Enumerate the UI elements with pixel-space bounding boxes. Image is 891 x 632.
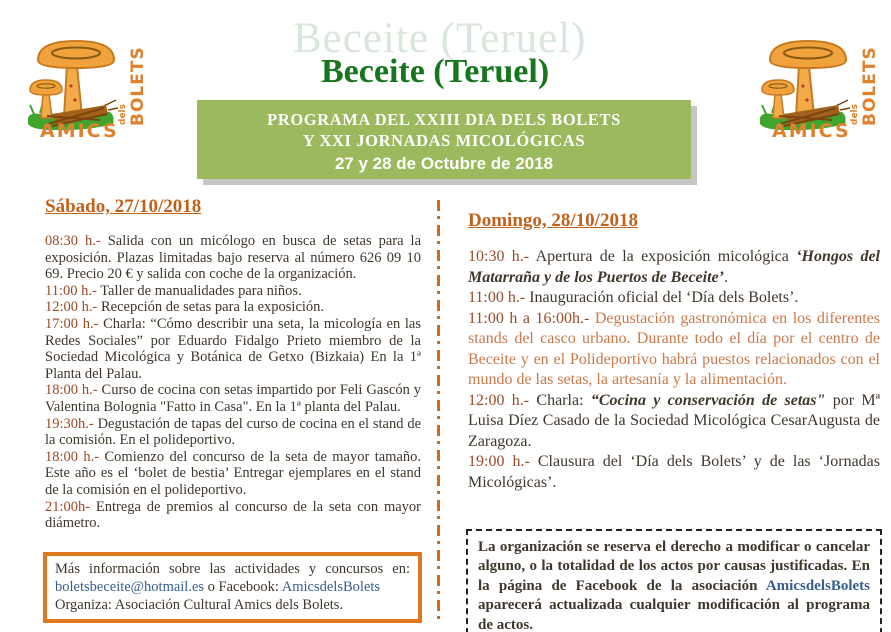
entry-text: . [723,268,728,286]
entry-text: o Facebook: [204,578,282,595]
entry-text: “Cocina y conservación de setas" [590,391,826,409]
entry-time: 18:00 h.- [45,448,105,465]
sunday-schedule [468,247,880,493]
schedule-entry [468,452,880,493]
text-link[interactable]: AmicsdelsBolets [765,577,870,594]
saturday-column [45,196,421,532]
sunday-column [468,210,880,493]
entry-text: Entrega de premios al concurso de la seta con mayor diámetro. [45,498,422,532]
schedule-entry [45,382,421,415]
entry-time: 19:00 h.- [468,453,538,470]
sunday-heading: Domingo, 28/10/2018 [468,210,638,231]
entry-time: 11:00 h.- [468,289,530,306]
entry-time: 17:00 h.- [45,315,104,332]
schedule-entry [468,391,880,453]
saturday-heading: Sábado, 27/10/2018 [45,196,202,217]
amics-dels-bolets-logo-right [746,28,878,140]
entry-text: Organiza: Asociación Cultural Amics dels Bolets. [55,596,344,613]
title-shadow: Beceite (Teruel) [293,15,587,62]
schedule-entry [45,316,421,382]
entry-text: La organización se reserva el derecho a modificar o cancelar alguno, o la totalidad de los actos por causas justificadas. En la página de Facebook de la asociación [478,539,870,594]
entry-time: 19:30h.- [45,415,98,432]
entry-time: 11:00 h a 16:00h.- [468,309,595,327]
entry-text: aparecerá actualizada cualquier modificación al programa de actos. [478,597,870,632]
entry-text: ‘Hongos del Matarraña y de los Puertos de Beceite’ [468,248,880,286]
info-box [43,552,422,623]
page-title: Beceite (Teruel) [321,53,550,90]
entry-text: Más información sobre las actividades y concursos en: [55,561,410,577]
schedule-entry [45,299,421,316]
schedule-entry [45,449,421,499]
entry-text: Degustación gastronómica en los diferentes stands del casco urbano. Durante todo el día por el centro de Beceite y en el Polideportivo habrá puestos relacionados con el mundo de las setas, la artesanía y la alimentación. [468,309,880,388]
entry-text: Comienzo del concurso de la seta de mayor tamaño. Este año es el ‘bolet de bestia’ Entregar ejemplares en el stand de la comisión en el polideportivo. [45,448,421,498]
entry-time: 18:00 h.- [45,382,102,399]
schedule-entry [45,233,421,283]
entry-text: Charla: “Cómo describir una seta, la micología en las Redes Sociales” por Eduardo Fidalgo Prieto miembro de la Sociedad Micológica y Botánica de Getxo (Bizkaia) En la 1ª Planta del Palau. [45,315,422,382]
entry-time: 11:00 h.- [45,282,101,299]
entry-text: Curso de cocina con setas impartido por Feli Gascón y Valentina Bolognia "Fatto in Casa". En la 1ª planta del Palau. [45,382,421,415]
schedule-entry [468,247,880,288]
banner-title-line2: Y XXI JORNADAS MICOLÓGICAS [302,131,586,150]
schedule-entry [478,538,870,632]
entry-time: 08:30 h.- [45,233,108,249]
schedule-entry [45,499,421,532]
text-link[interactable]: AmicsdelsBolets [281,578,381,595]
schedule-entry [55,597,410,615]
info-box-content [55,561,410,614]
entry-text: Inauguración oficial del ‘Día dels Bolets’. [529,289,799,306]
column-divider [437,200,440,621]
saturday-schedule [45,233,421,532]
entry-time: 12:00 h.- [45,299,101,316]
program-banner [197,100,691,179]
disclaimer-box-content [478,538,870,632]
entry-text: Recepción de setas para la exposición. [100,299,325,316]
entry-text: Apertura de la exposición micológica [535,248,797,265]
schedule-entry [55,561,410,597]
disclaimer-box [466,529,882,632]
entry-text: Clausura del ‘Día dels Bolets’ y de las ‘Jornadas Micológicas’. [468,453,881,491]
schedule-entry [45,416,421,449]
schedule-entry [45,283,421,300]
entry-text: Charla: [536,391,591,409]
entry-text: Degustación de tapas del curso de cocina en el stand de la comisión. En el polideportivo. [45,415,422,449]
schedule-entry [468,288,880,309]
entry-text: Taller de manualidades para niños. [100,282,302,299]
banner-title-line1: PROGRAMA DEL XXIII DIA DELS BOLETS [267,110,621,129]
entry-time: 21:00h- [45,498,96,515]
entry-time: 12:00 h.- [468,391,537,409]
text-link[interactable]: boletsbeceite@hotmail.es [55,578,205,595]
banner-date: 27 y 28 de Octubre de 2018 [334,154,554,173]
amics-dels-bolets-logo-left [14,28,146,140]
entry-text: por Mª Luisa Díez Casado de la Sociedad Micológica CesarAugusta de Zaragoza. [468,391,881,450]
schedule-entry [468,309,880,391]
entry-text: Salida con un micólogo en busca de setas para la exposición. Plazas limitadas bajo reserva al número 626 09 10 69. Precio 20 € y salida con coche de la organización. [45,233,421,283]
entry-time: 10:30 h.- [468,248,536,265]
